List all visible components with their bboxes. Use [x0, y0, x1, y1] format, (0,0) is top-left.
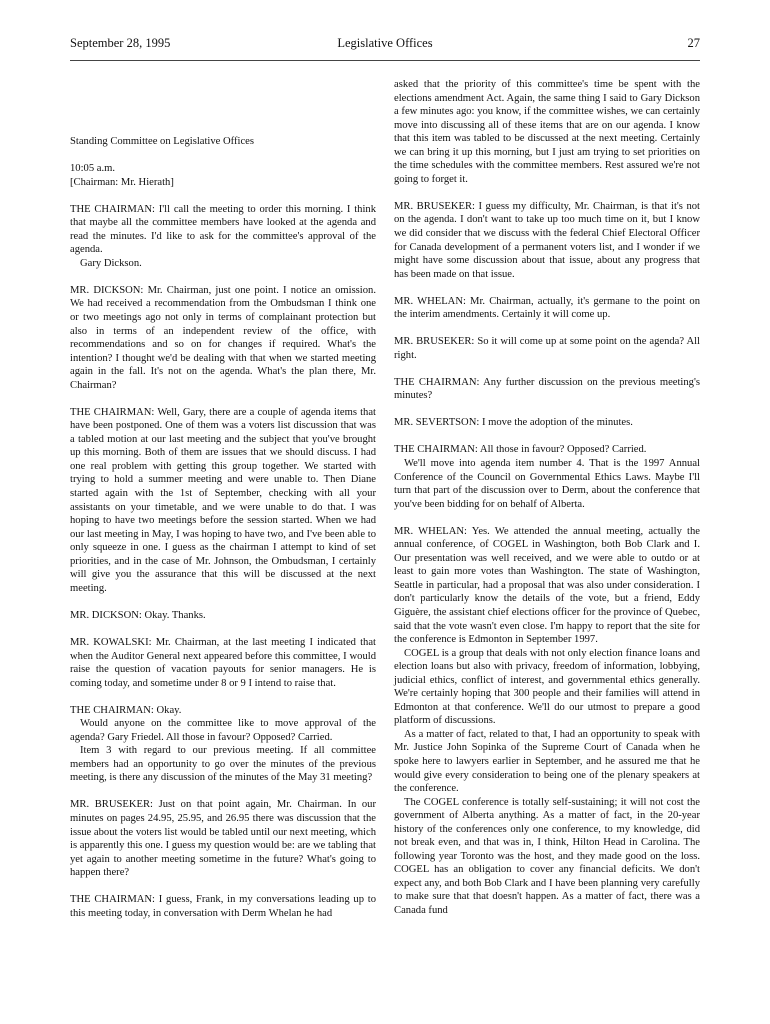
paragraph: MR. BRUSEKER: So it will come up at some point on the agenda? All right.	[394, 336, 700, 361]
page-number: 27	[687, 36, 700, 50]
paragraph-text: Would anyone on the committee like to move approval of the agenda? Gary Friedel. All those in favour? Opposed? Carried.	[70, 718, 376, 743]
paragraph	[394, 443, 700, 511]
paragraph	[70, 203, 376, 271]
paragraph-text: THE CHAIRMAN: Okay.	[70, 704, 182, 716]
paragraph: THE CHAIRMAN: I guess, Frank, in my conversations leading up to this meeting today, in conversation with Derm Whelan he had	[70, 894, 376, 919]
paragraph: MR. SEVERTSON: I move the adoption of the minutes.	[394, 417, 633, 429]
paragraph-text: Item 3 with regard to our previous meeting. If all committee members had an opportunity to go over the minutes of the previous meeting, is there any discussion of the minutes of the May 31 meeting?	[70, 745, 376, 784]
left-column	[70, 78, 376, 934]
paragraph: MR. WHELAN: Mr. Chairman, actually, it's germane to the point on the interim amendments. Certainly it will come up.	[394, 295, 700, 321]
paragraph: MR. DICKSON: Okay. Thanks.	[70, 609, 206, 621]
paragraph: asked that the priority of this committee's time be spent with the elections amendment Act. Again, the same thing I said to Gary Dickson a few minutes ago: you know, if the committee wishes, we can certainly move into discussing all of these items that are on our agenda. I know that this item was tabled to be discussed at the next meeting. Certainly we can bring it up this morning, but I just am trying to set priorities on the time schedules with the committee members. Rest assured we're not going to forget it.	[394, 79, 700, 185]
right-column	[394, 78, 700, 931]
paragraph-text: THE CHAIRMAN: All those in favour? Opposed? Carried.	[394, 444, 647, 456]
paragraph-text: As a matter of fact, related to that, I had an opportunity to speak with Mr. Justice John Sopinka of the Supreme Court of Canada when he spoke here to lawyers earlier in September, and he assured me that he would give every consideration to being one of the plenary speakers at the conference.	[394, 728, 700, 795]
paragraph: MR. BRUSEKER: Just on that point again, Mr. Chairman. In our minutes on pages 24.95, 25.95, and 26.95 there was discussion that the issue about the voters list would be tabled until our next meeting, which is apparently this one. I guess my question would be: are we tabling that yet again to another meeting sometime in the future? What's going to happen there?	[70, 799, 376, 879]
meeting-time-block	[70, 162, 376, 189]
paragraph-text: The COGEL conference is totally self-sustaining; it will not cost the government of Alberta anything. As a matter of fact, in the 20-year history of the conferences only one conference, to my knowledge, did not break even, and that was in, I think, Hilton Head in Carolina. The following year Toronto was the host, and they made good on the loss. COGEL has an obligation to cover any financial deficits. We don't expect any, and both Bob Clark and I have been planning very carefully to make sure that that doesn't happen. As a matter of fact, there was a Canada fund	[394, 796, 700, 917]
paragraph-text: COGEL is a group that deals with not only election finance loans and election loans but also with privacy, freedom of information, lobbying, judicial ethics, conflict of interest, and governmental ethics generally. We're certainly hoping that 300 people and their families will attend in Edmonton at that conference. We'll do our utmost to prepare a good platform of discussions.	[394, 647, 700, 727]
committee-title: Standing Committee on Legislative Offices	[70, 136, 254, 147]
paragraph-text: THE CHAIRMAN: I'll call the meeting to order this morning. I think that maybe all the committee members have looked at the agenda and read the minutes. I'd like to ask for the committee's approval of the agenda.	[70, 203, 376, 256]
paragraph	[394, 525, 700, 918]
paragraph-text: Gary Dickson.	[80, 257, 142, 269]
paragraph: MR. BRUSEKER: I guess my difficulty, Mr. Chairman, is that it's not on the agenda. I don't want to take up too much time on it, but I know we did consider that we discuss with the federal Chief Electoral Officer for Canada development of a permanent voters list, and I wonder if we might have some discussion about that issue, about any progress that has been made on that issue.	[394, 200, 700, 280]
paragraph-text: MR. WHELAN: Yes. We attended the annual meeting, actually the annual conference, of COGEL in Washington, both Bob Clark and I. Our presentation was well received, and we were able to outdo or at least to gain more votes than Washington. The state of Washington, Seattle in particular, had a proposal that was also under consideration. I don't particularly know the details of the vote, but a friend, Eddy Giguère, the assistant chief elections officer for the province of Quebec, said that the vote wasn't even close. I'm happy to report that the site for the conference is Edmonton in September 1997.	[394, 525, 700, 646]
meeting-time: 10:05 a.m.	[70, 163, 116, 175]
paragraph: MR. KOWALSKI: Mr. Chairman, at the last meeting I indicated that when the Auditor General next appeared before this committee, I would raise the question of vacation payouts for senior managers. He is coming today, and sometime under 8 or 9 I intend to raise that.	[70, 636, 376, 689]
paragraph: THE CHAIRMAN: Any further discussion on the previous meeting's minutes?	[394, 376, 700, 402]
paragraph-text: We'll move into agenda item number 4. That is the 1997 Annual Conference of the Council on Governmental Ethics Laws. Maybe I'll turn that part of the discussion over to Derm, about the conference that you've been bidding for on behalf of Alberta.	[394, 458, 700, 510]
paragraph	[70, 704, 376, 785]
header-title: Legislative Offices	[337, 36, 433, 50]
header-date: September 28, 1995	[70, 36, 171, 50]
paragraph: THE CHAIRMAN: Well, Gary, there are a couple of agenda items that have been postponed. One of them was a voters list discussion that was a tabled motion at our last meeting and the subject that you've brought up this morning. Both of them are issues that we should discuss. I had one real problem with getting this group together. We started with trying to hold a summer meeting and were unable to. Then Diane started again with the 1st of September, checking with all your assistants on your timetable, and we were unable to do that. I was hoping to have two meetings before the session started. When we had our last meeting in May, I was hoping to have two, and I've been able to only squeeze in one. I guess as the chairman I attempt to kind of set priorities, and in the case of Mr. Johnson, the Ombudsman, I certainly will give you the assurance that this will be discussed at the next meeting.	[70, 406, 376, 594]
meeting-chair: [Chairman: Mr. Hierath]	[70, 176, 174, 188]
page-header	[70, 36, 700, 61]
paragraph: MR. DICKSON: Mr. Chairman, just one point. I notice an omission. We had received a recommendation from the Ombudsman I think one or two meetings ago not only in terms of complainant protection but also in terms of an independent review of the office, with recommendations and so on for changes if required. What's the intention? I thought we'd be dealing with that when we started meeting again in the fall. It's not on the agenda. What's the plan there, Mr. Chairman?	[70, 284, 376, 391]
